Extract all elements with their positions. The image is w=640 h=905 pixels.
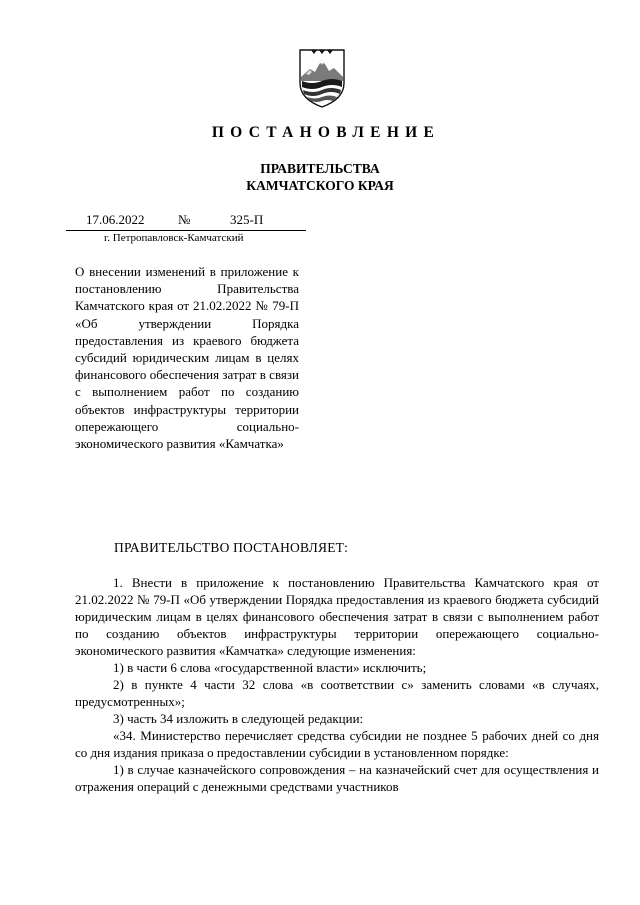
date-number-row [66,212,306,231]
body-paragraph-2: 1) в части 6 слова «государственной власти» исключить; [113,660,427,675]
document-body [75,574,599,795]
document-number: 325-П [230,212,264,227]
place-of-issue: г. Петропавловск-Камчатский [104,232,244,244]
kamchatka-emblem-icon [297,47,347,109]
resolution-heading: ПРАВИТЕЛЬСТВО ПОСТАНОВЛЯЕТ: [114,540,349,555]
body-paragraph-5: «34. Министерство перечисляет средства субсидии не позднее 5 рабочих дней со дня со дня издания приказа о предоставлении субсидии в установленном порядке: [75,728,599,760]
document-date: 17.06.2022 [86,212,145,227]
document-title: ПОСТАНОВЛЕНИЕ [211,124,441,141]
number-sign: № [178,212,191,227]
body-paragraph-3: 2) в пункте 4 части 32 слова «в соответствии с» заменить словами «в случаях, предусмотренных»; [75,677,599,709]
document-subject: О внесении изменений в приложение к постановлению Правительства Камчатского края от 21.02.2022 № 79-П «Об утверждении Порядка предоставления из краевого бюджета субсидий юридическим лицам в целях финансового обеспечения затрат в связи с выполнением работ по созданию объектов инфраструктуры территории опережающего социально-экономического развития «Камчатка» [75,264,299,452]
authority-line-2: КАМЧАТСКОГО КРАЯ [246,178,394,193]
body-paragraph-4: 3) часть 34 изложить в следующей редакции: [113,711,364,726]
authority-line-1: ПРАВИТЕЛЬСТВА [260,161,380,176]
document-meta [66,212,306,244]
body-paragraph-6: 1) в случае казначейского сопровождения – на казначейский счет для осуществления и отражения операций с денежными средствами участников [75,762,599,794]
body-paragraph-1: 1. Внести в приложение к постановлению Правительства Камчатского края от 21.02.2022 № 79-П «Об утверждении Порядка предоставления из краевого бюджета субсидий юридическим лицам в целях финансового обеспечения затрат в связи с выполнением работ по созданию объектов инфраструктуры территории опережающего социально-экономического развития «Камчатка» следующие изменения: [75,575,599,658]
